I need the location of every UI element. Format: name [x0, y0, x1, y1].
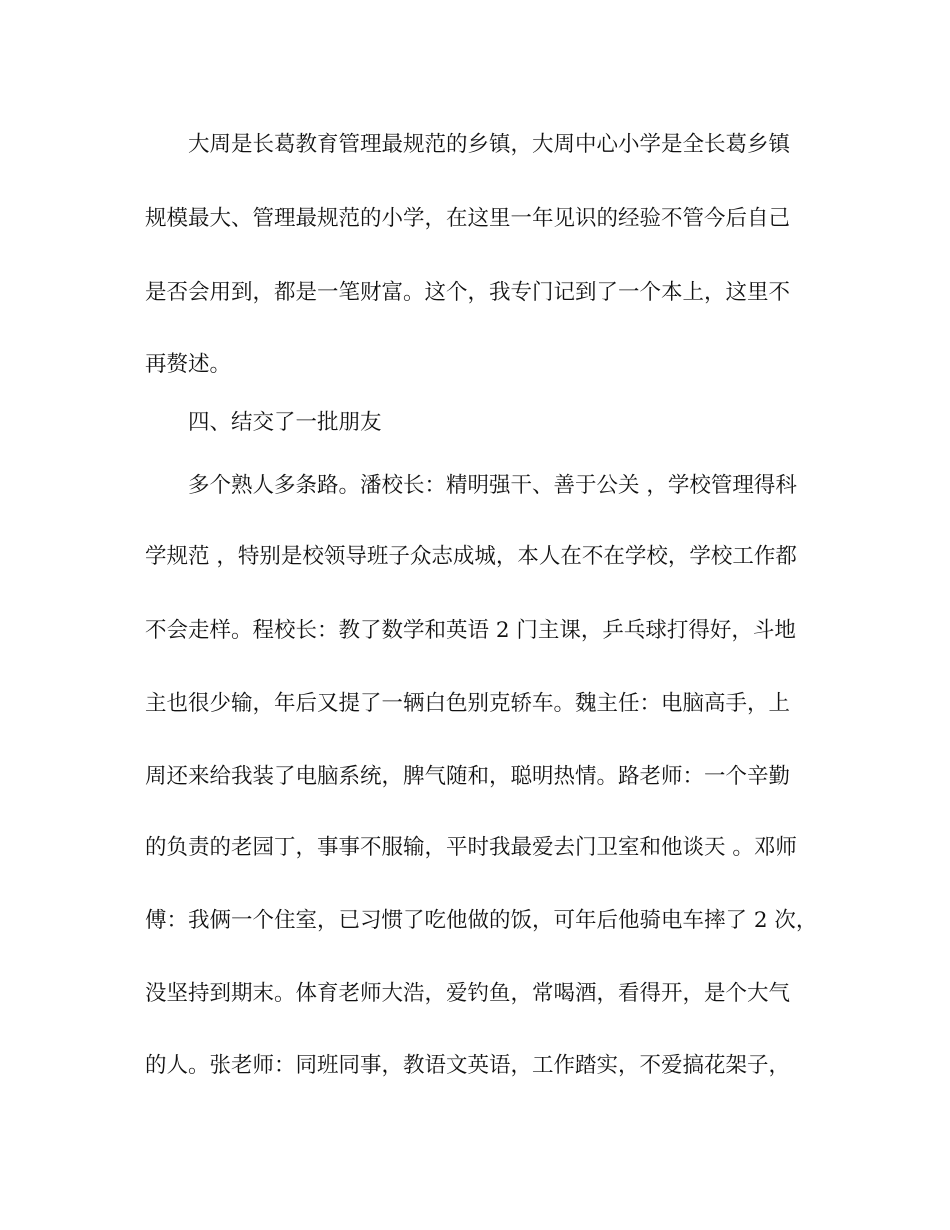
- paragraph-line: 是否会用到，都是一笔财富。这个，我专门记到了一个本上，这里不: [145, 280, 791, 305]
- paragraph-line: 主也很少输，年后又提了一辆白色别克轿车。魏主任：电脑高手，上: [145, 691, 791, 716]
- paragraph-line: 大周是长葛教育管理最规范的乡镇，大周中心小学是全长葛乡镇: [188, 132, 791, 157]
- paragraph-line: 周还来给我装了电脑系统，脾气随和，聪明热情。路老师：一个辛勤: [145, 764, 791, 789]
- paragraph-line: 傅：我俩一个住室，已习惯了吃他做的饭，可年后他骑电车摔了 2 次，: [145, 908, 818, 933]
- section-heading: 四、结交了一批朋友: [188, 410, 382, 435]
- paragraph-line: 不会走样。程校长：教了数学和英语 2 门主课，乒乓球打得好，斗地: [145, 618, 796, 643]
- paragraph-line: 学规范 ，特别是校领导班子众志成城，本人在不在学校，学校工作都: [145, 544, 797, 569]
- paragraph-line: 规模最大、管理最规范的小学，在这里一年见识的经验不管今后自己: [145, 206, 791, 231]
- paragraph-line: 再赘述。: [145, 352, 232, 377]
- paragraph-line: 多个熟人多条路。潘校长：精明强干、善于公关 ，学校管理得科: [188, 473, 797, 498]
- paragraph-line: 的人。张老师：同班同事，教语文英语，工作踏实，不爱搞花架子，: [145, 1053, 791, 1078]
- paragraph-line: 的负责的老园丁，事事不服输，平时我最爱去门卫室和他谈天 。邓师: [145, 835, 797, 860]
- paragraph-line: 没坚持到期末。体育老师大浩，爱钓鱼，常喝酒，看得开，是个大气: [145, 981, 791, 1006]
